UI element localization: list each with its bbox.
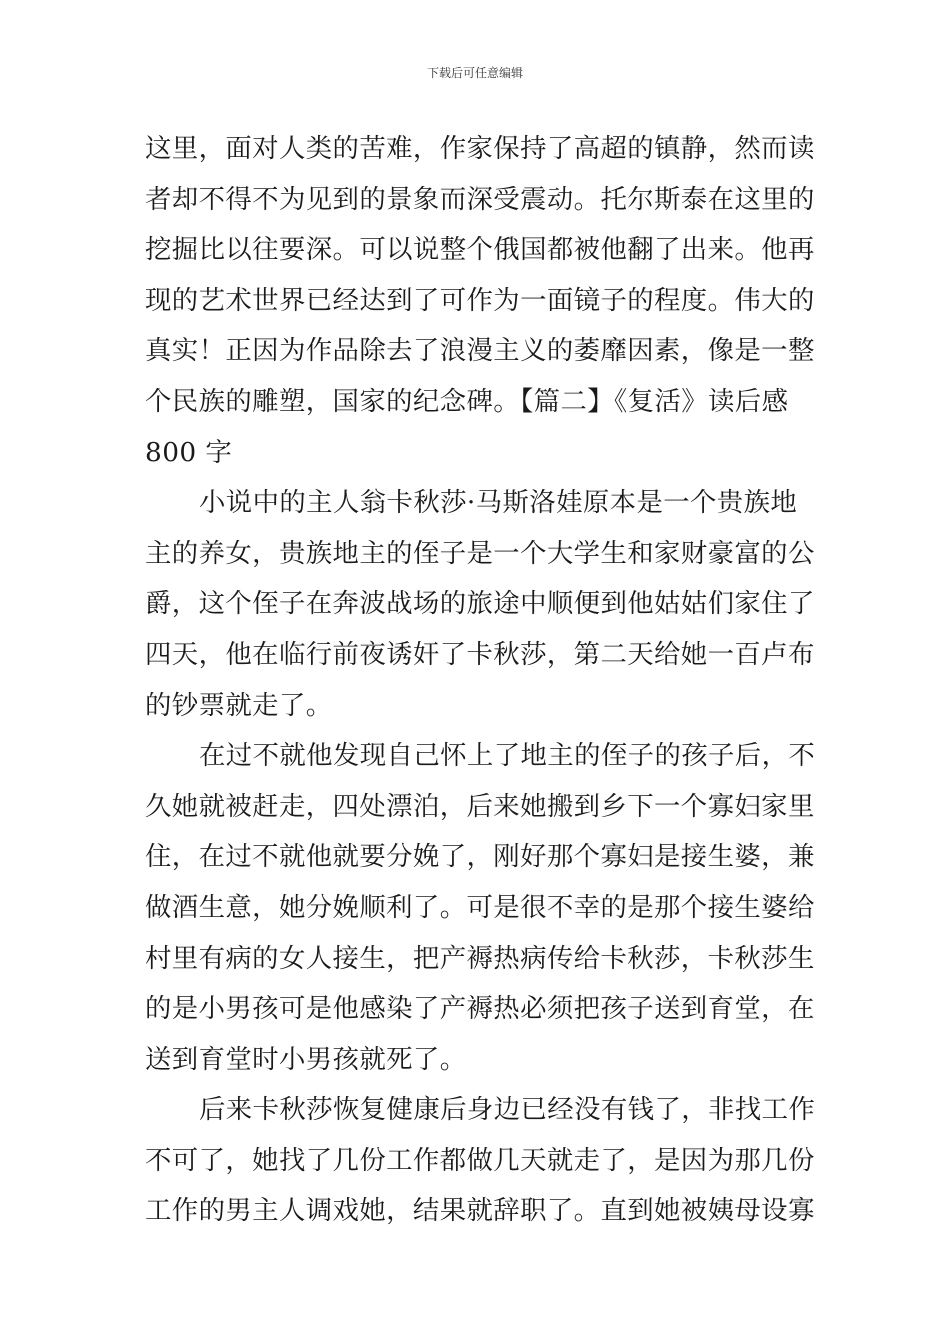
paragraph-first-line: 后来卡秋莎恢复健康后身边已经没有钱了，非找工作 (199, 1094, 816, 1126)
text-line: 主的养女，贵族地主的侄子是一个大学生和家财豪富的公 (145, 537, 815, 569)
text-line: 真实！正因为作品除去了浪漫主义的萎靡因素，像是一整 (145, 335, 815, 367)
text-line: 个民族的雕塑，国家的纪念碑。【篇二】《复活》读后感 (145, 385, 789, 417)
paragraph-first-line: 在过不就他发现自己怀上了地主的侄子的孩子后，不 (199, 740, 816, 772)
text-line: 的钞票就走了。 (145, 689, 333, 721)
text-line: 现的艺术世界已经达到了可作为一面镜子的程度。伟大的 (145, 284, 815, 316)
text-line: 四天，他在临行前夜诱奸了卡秋莎，第二天给她一百卢布 (145, 638, 815, 670)
text-line: 挖掘比以往要深。可以说整个俄国都被他翻了出来。他再 (145, 234, 815, 266)
paragraph-first-line: 小说中的主人翁卡秋莎·马斯洛娃原本是一个贵族地 (199, 487, 798, 519)
text-line: 爵，这个侄子在奔波战场的旅途中顺便到他姑姑们家住了 (145, 588, 815, 620)
text-line: 工作的男主人调戏她，结果就辞职了。直到她被姨母设寡 (145, 1195, 815, 1227)
text-line: 者却不得不为见到的景象而深受震动。托尔斯泰在这里的 (145, 183, 815, 215)
text-line: 做酒生意，她分娩顺利了。可是很不幸的是那个接生婆给 (145, 891, 815, 923)
page-header: 下载后可任意编辑 (426, 66, 523, 80)
text-line: 久她就被赶走，四处漂泊，后来她搬到乡下一个寡妇家里 (145, 790, 815, 822)
text-line: 不可了，她找了几份工作都做几天就走了，是因为那几份 (145, 1144, 815, 1176)
text-line: 住，在过不就他就要分娩了，刚好那个寡妇是接生婆，兼 (145, 841, 815, 873)
text-line: 村里有病的女人接生，把产褥热病传给卡秋莎，卡秋莎生 (145, 942, 815, 974)
text-line: 800 字 (145, 436, 233, 468)
text-line: 送到育堂时小男孩就死了。 (145, 1043, 467, 1075)
body-text (145, 124, 816, 1237)
text-line: 这里，面对人类的苦难，作家保持了高超的镇静，然而读 (145, 133, 815, 164)
text-line: 的是小男孩可是他感染了产褥热必须把孩子送到育堂，在 (145, 993, 815, 1025)
